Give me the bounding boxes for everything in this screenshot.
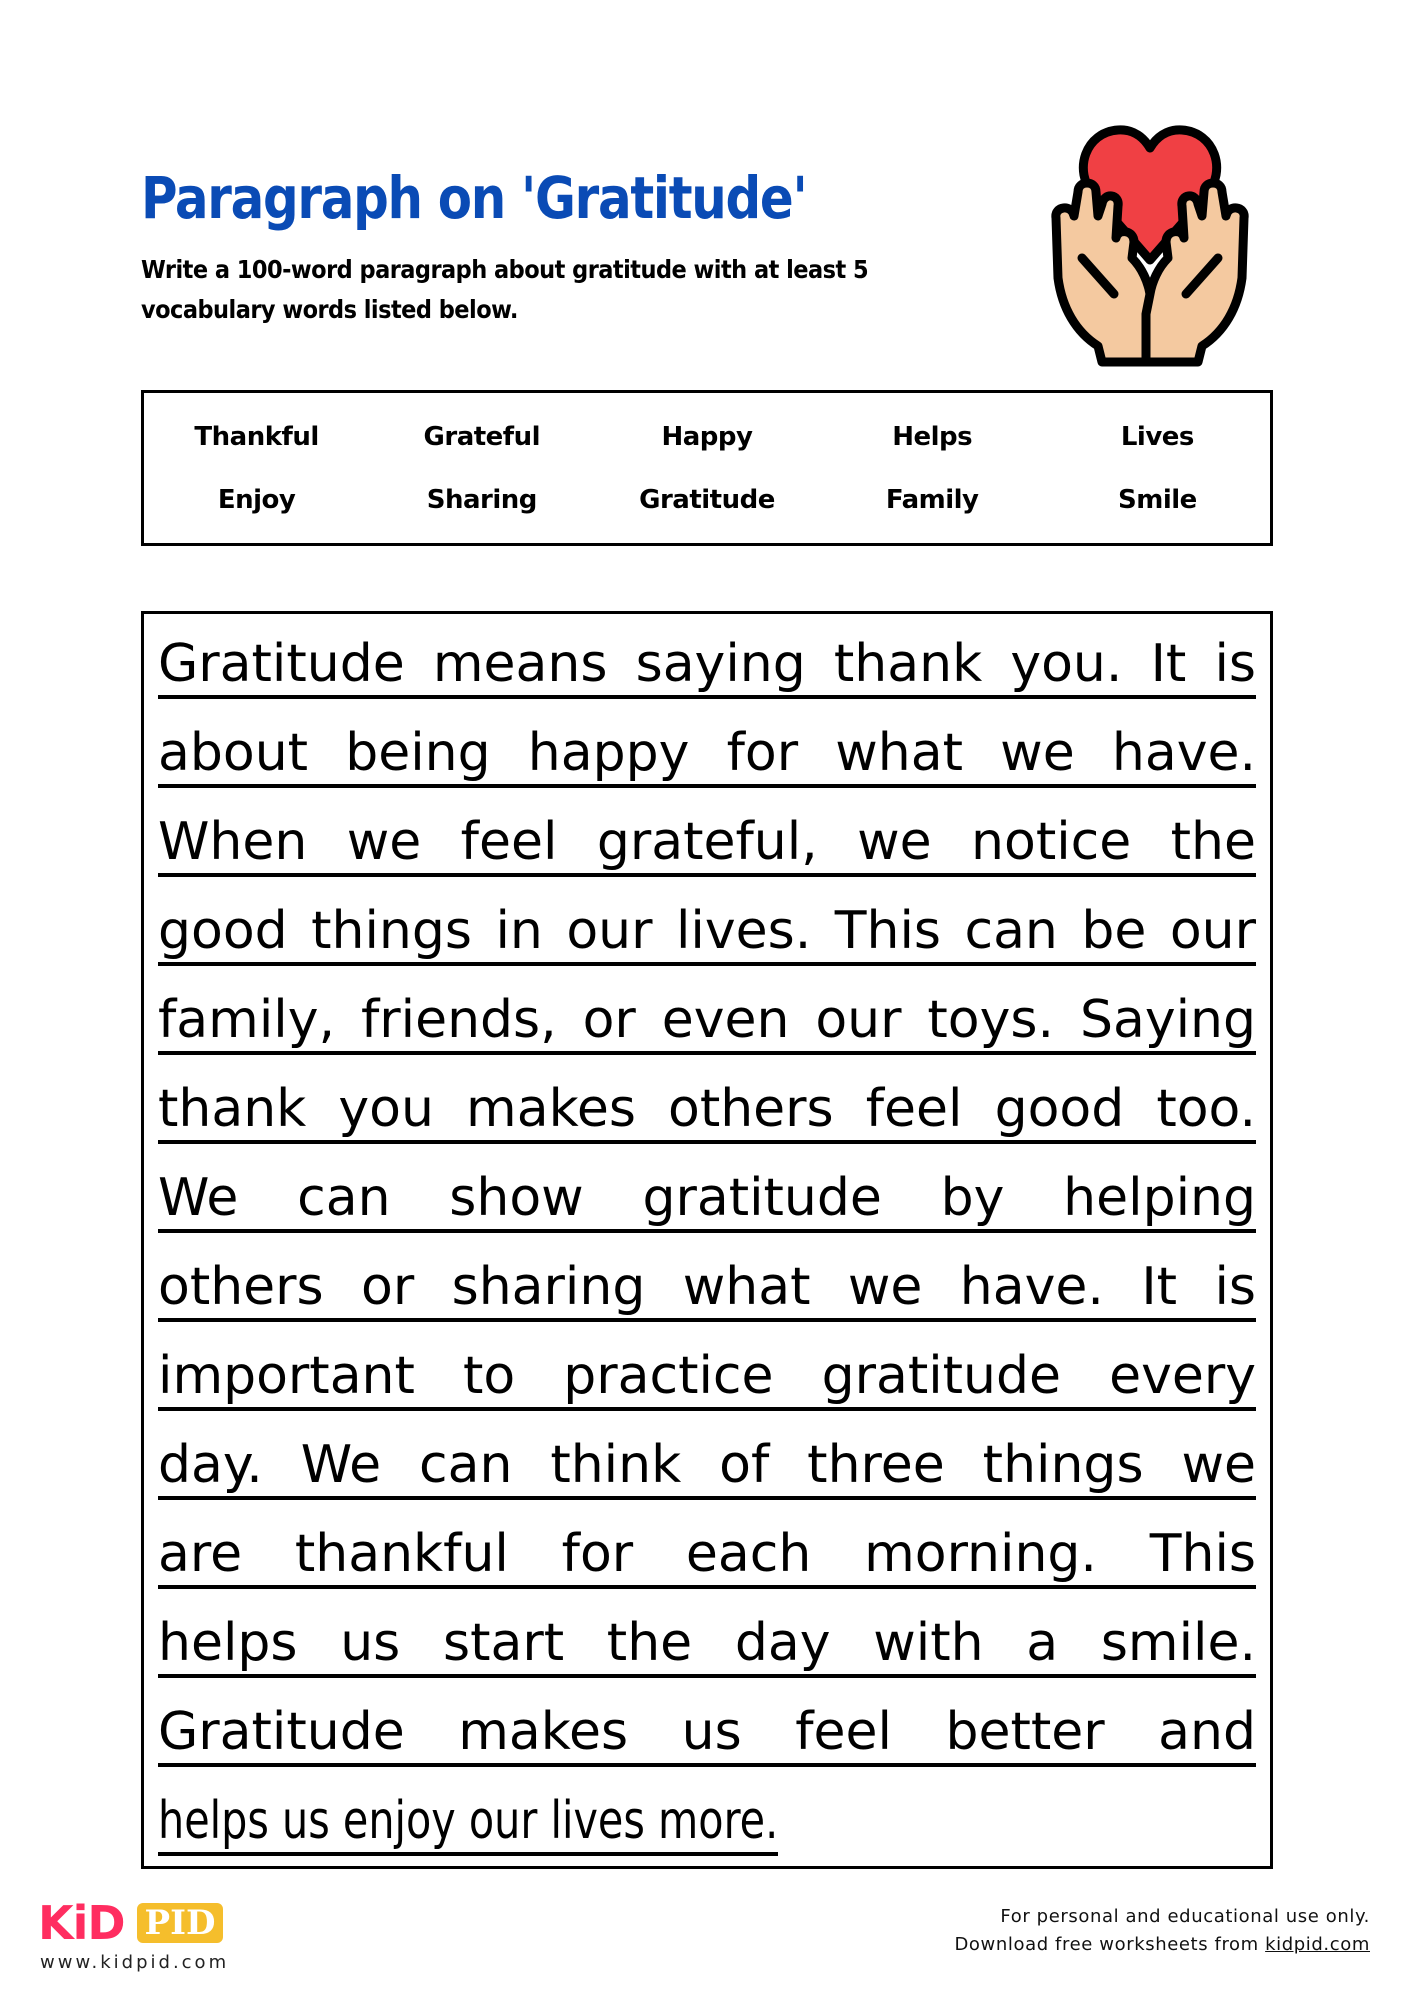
line-text: helps us enjoy our lives more. (158, 1791, 779, 1851)
paragraph-line (158, 624, 1256, 704)
page-title: Paragraph on 'Gratitude' (141, 164, 807, 232)
footer-note (954, 1903, 1370, 1959)
vocab-word: Smile (1118, 484, 1197, 515)
usage-note: For personal and educational use only. (1000, 1906, 1370, 1927)
instructions: Write a 100-word paragraph about gratitude with at least 5 vocabulary words listed below. (141, 255, 869, 324)
paragraph-line (158, 802, 1256, 882)
vocab-word: Enjoy (217, 484, 296, 515)
logo-url[interactable]: www.kidpid.com (40, 1952, 230, 1973)
vocab-word: Lives (1120, 421, 1194, 452)
vocab-word: Happy (661, 421, 753, 452)
line-text: Gratitude means saying thank you. It is (158, 634, 1256, 694)
vocabulary-box (141, 390, 1273, 546)
line-text: helps us start the day with a smile. (158, 1613, 1256, 1673)
paragraph-box (141, 611, 1273, 1869)
paragraph-line (158, 980, 1256, 1060)
line-text: others or sharing what we have. It is (158, 1257, 1256, 1317)
paragraph-line (158, 891, 1256, 971)
download-prefix: Download free worksheets from (954, 1934, 1266, 1955)
download-note (954, 1931, 1370, 1959)
paragraph-line (158, 1425, 1256, 1505)
vocab-word: Gratitude (639, 484, 775, 515)
vocab-word: Thankful (194, 421, 319, 452)
heart-in-hands-icon (1042, 118, 1258, 368)
line-text: thank you makes others feel good too. (158, 1079, 1256, 1139)
vocabulary-grid (144, 393, 1270, 543)
paragraph-line (158, 1247, 1256, 1327)
line-text: When we feel grateful, we notice the (158, 812, 1256, 872)
line-text: are thankful for each morning. This (158, 1524, 1256, 1584)
line-text: important to practice gratitude every (158, 1346, 1256, 1406)
vocab-word: Helps (892, 421, 973, 452)
paragraph-line (158, 1692, 1256, 1772)
paragraph-line (158, 1336, 1256, 1416)
paragraph-line (158, 1158, 1256, 1238)
line-text: family, friends, or even our toys. Saying (158, 990, 1256, 1050)
paragraph-line (158, 1514, 1256, 1594)
paragraph-line (158, 713, 1256, 793)
logo-pid-badge: PID (137, 1903, 223, 1943)
vocab-word: Family (885, 484, 979, 515)
line-text: We can show gratitude by helping (158, 1168, 1256, 1228)
line-text: about being happy for what we have. (158, 723, 1256, 783)
kidpid-link[interactable]: kidpid.com (1265, 1934, 1370, 1955)
line-text: day. We can think of three things we (158, 1435, 1256, 1495)
paragraph-line (158, 1069, 1256, 1149)
vocab-word: Grateful (423, 421, 541, 452)
vocab-word: Sharing (426, 484, 537, 515)
paragraph-line (158, 1603, 1256, 1683)
line-text: good things in our lives. This can be our (158, 901, 1256, 961)
paragraph-line (158, 1781, 778, 1861)
line-text: Gratitude makes us feel better and (158, 1702, 1256, 1762)
logo-kid-text: KiD (38, 1896, 125, 1950)
